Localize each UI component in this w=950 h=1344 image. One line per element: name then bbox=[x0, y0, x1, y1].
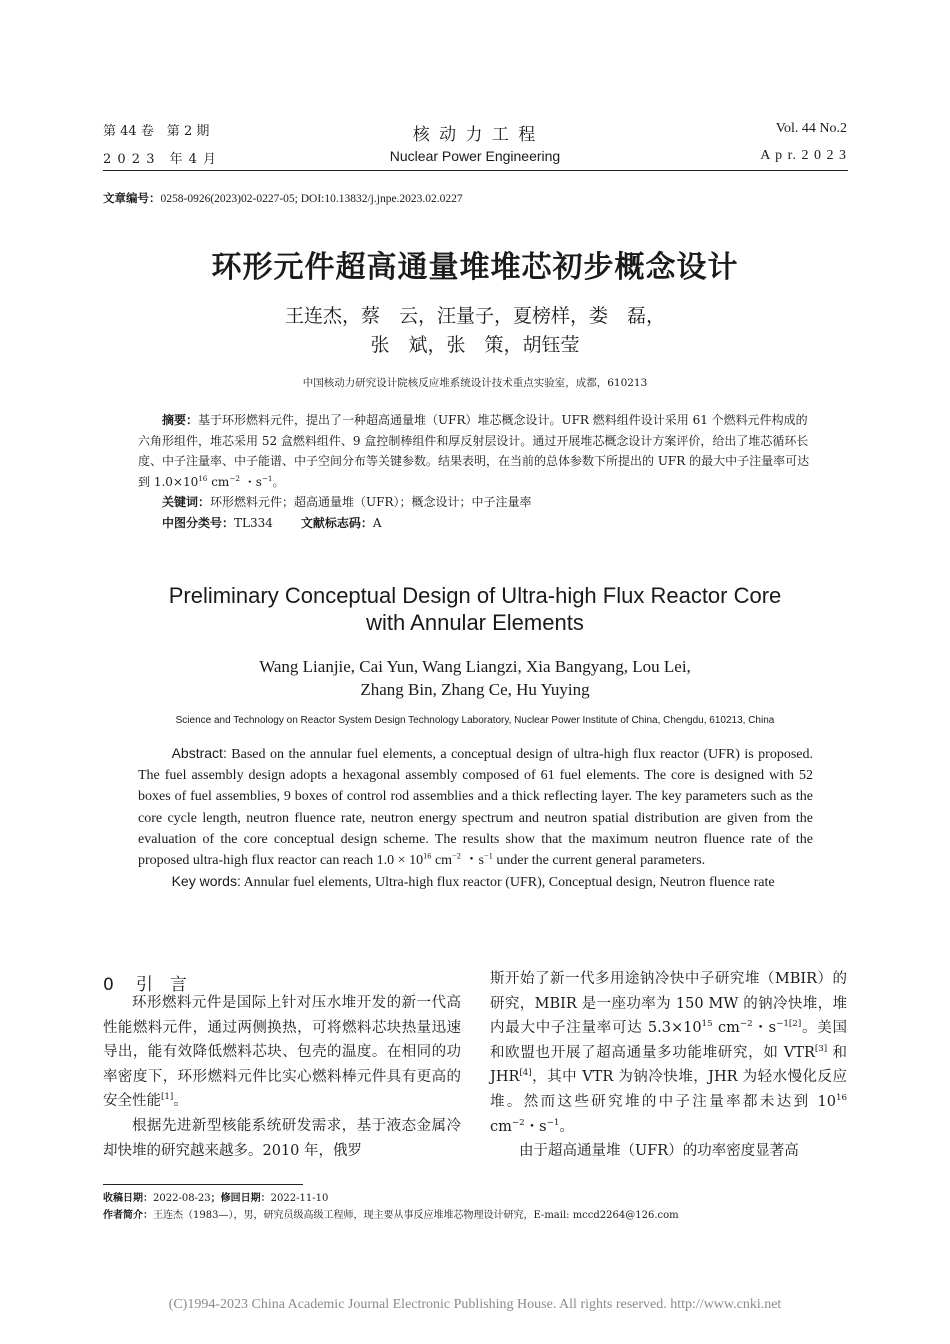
footnote-rule bbox=[103, 1184, 303, 1185]
exponent: −2 bbox=[739, 1019, 753, 1030]
authors-cn-line2: 张 斌，张 策，胡钰莹 bbox=[370, 334, 580, 356]
journal-title-cn: 核 动 力 工 程 bbox=[412, 125, 538, 145]
unit: cm bbox=[712, 1020, 740, 1037]
unit: ・s bbox=[460, 853, 484, 869]
doc-code-label: 文献标志码： bbox=[300, 515, 373, 530]
citation: [3] bbox=[814, 1043, 828, 1054]
authors-en bbox=[0, 655, 950, 701]
exponent: 15 bbox=[701, 1019, 713, 1030]
text-run: 和 JHR bbox=[490, 1044, 847, 1086]
keywords-en: Annular fuel elements, Ultra-high flux reactor (UFR), Conceptual design, Neutron fluence rate bbox=[240, 875, 775, 891]
volume-issue-en: Vol. 44 No.2 bbox=[775, 121, 847, 136]
received-label: 收稿日期： bbox=[103, 1193, 153, 1204]
exponent: −1 bbox=[483, 851, 493, 861]
section-number: 0 bbox=[103, 975, 114, 995]
authors-en-line1: Wang Lianjie, Cai Yun, Wang Liangzi, Xia Bangyang, Lou Lei, bbox=[259, 657, 691, 676]
unit: ・s bbox=[239, 474, 262, 489]
author-bio-label: 作者简介： bbox=[103, 1210, 153, 1221]
keywords-cn: 环形燃料元件；超高通量堆（UFR）；概念设计；中子注量率 bbox=[210, 495, 532, 509]
left-column bbox=[103, 991, 461, 1163]
paper-title-en bbox=[0, 582, 950, 636]
right-column bbox=[490, 967, 847, 1164]
abstract-en-label: Abstract: bbox=[171, 745, 227, 761]
clc-label: 中图分类号： bbox=[162, 515, 235, 530]
intro-paragraph-2: 根据先进新型核能系统研发需求，基于液态金属冷却快堆的研究越来越多。2010 年，俄罗 bbox=[103, 1117, 461, 1159]
exponent: −1 bbox=[261, 473, 273, 483]
article-id-value: 0258-0926(2023)02-0227-05; DOI:10.13832/j.jnpe.2023.02.0227 bbox=[160, 193, 463, 205]
author-bio: 王连杰（1983—），男，研究员级高级工程师，现主要从事反应堆堆芯物理设计研究，E-mail: mccd2264@126.com bbox=[153, 1210, 679, 1221]
text-run: 。美国和欧盟也开展了超高通量多功能堆研究，如 VTR bbox=[490, 1020, 847, 1061]
copyright-notice: (C)1994-2023 China Academic Journal Electronic Publishing House. All rights reserved. http://www.cnki.net bbox=[168, 1297, 782, 1312]
footnote-dates bbox=[103, 1189, 328, 1204]
header-rule bbox=[103, 170, 848, 171]
footnote-author bbox=[103, 1206, 679, 1221]
revised-date: 2022-11-10 bbox=[270, 1193, 329, 1204]
article-id-label: 文章编号： bbox=[103, 191, 161, 205]
exponent: 16 bbox=[198, 473, 208, 483]
text-run: ，其中 VTR 为钠冷快堆，JHR 为轻水慢化反应堆。然而这些研究堆的中子注量率都未达到 10 bbox=[490, 1069, 847, 1110]
exponent: −2 bbox=[511, 1117, 525, 1128]
authors-cn-line1: 王连杰，蔡 云，汪量子，夏榜样，娄 磊， bbox=[284, 305, 665, 327]
abstract-cn-text: 基于环形燃料元件，提出了一种超高通量堆（UFR）堆芯概念设计。UFR 燃料组件设计采用 61 个燃料元件构成的六角形组件，堆芯采用 52 盒燃料组件、9 盒控制棒组件和厚反射层设计。通过开展堆芯概念设计方案评价，给出了堆芯循环长度、中子注量率、中子能谱、中子空间分布等关键参数。结果表明，在当前的总体参数下所提出的 UFR 的最大中子注量率可达到 1.0×10 bbox=[138, 413, 810, 489]
keywords-cn-label: 关键词： bbox=[162, 495, 211, 509]
citation: [1] bbox=[161, 1092, 174, 1103]
paper-title-en-line2: with Annular Elements bbox=[366, 610, 584, 635]
section-title: 引 言 bbox=[135, 975, 187, 995]
punctuation: 。 bbox=[173, 1093, 188, 1110]
punctuation: 。 bbox=[559, 1118, 574, 1135]
exponent: −1 bbox=[776, 1019, 789, 1030]
exponent: 16 bbox=[423, 851, 432, 861]
paper-title-en-line1: Preliminary Conceptual Design of Ultra-high Flux Reactor Core bbox=[168, 583, 782, 608]
citation: [4] bbox=[519, 1068, 532, 1079]
received-date: 2022-08-23 bbox=[153, 1193, 211, 1204]
citation: [2] bbox=[788, 1019, 802, 1030]
unit: cm bbox=[207, 474, 230, 489]
abstract-en bbox=[138, 743, 813, 893]
doc-code: A bbox=[372, 515, 382, 530]
keywords-en-label: Key words: bbox=[171, 873, 241, 890]
exponent: −2 bbox=[452, 851, 461, 861]
exponent: 16 bbox=[835, 1093, 847, 1104]
exponent: −1 bbox=[546, 1117, 560, 1128]
intro-paragraph-1: 环形燃料元件是国际上针对压水堆开发的新一代高性能燃料元件，通过两侧换热，可将燃料芯块热量迅速导出，能有效降低燃料芯块、包壳的温度。在相同的功率密度下，环形燃料元件比实心燃料棒元件具有更高的安全性能 bbox=[103, 995, 461, 1110]
article-id bbox=[103, 190, 463, 206]
journal-title-en: Nuclear Power Engineering bbox=[389, 148, 561, 164]
affiliation-en: Science and Technology on Reactor System Design Technology Laboratory, Nuclear Power Institute of China, Chengdu, 610213, China bbox=[175, 715, 775, 726]
affiliation-cn: 中国核动力研究设计院核反应堆系统设计技术重点实验室，成都，610213 bbox=[302, 377, 648, 389]
unit: cm bbox=[490, 1118, 512, 1135]
punctuation: 。 bbox=[272, 474, 285, 489]
date-en: A p r. 2 0 2 3 bbox=[760, 148, 847, 163]
abstract-cn bbox=[138, 410, 812, 533]
unit: ・s bbox=[524, 1118, 547, 1135]
unit: ・s bbox=[752, 1020, 777, 1037]
intro-paragraph-3: 由于超高通量堆（UFR）的功率密度显著高 bbox=[519, 1143, 799, 1160]
paper-title-cn: 环形元件超高通量堆堆芯初步概念设计 bbox=[211, 250, 739, 285]
revised-label: ；修回日期： bbox=[210, 1193, 271, 1204]
abstract-en-text: Based on the annular fuel elements, a conceptual design of ultra-high flux reactor (UFR) is proposed. The fuel assembly design adopts a hexagonal assembly composed of 61 fuel elements. The core is designed with 52 boxes of fuel assemblies, 9 boxes of control rod assemblies and a thick reflecting layer. The key parameters such as the core cycle length, neutron fluence rate, neutron energy spectrum and neutron spatial distribution are given from the evaluation of the core conceptual design scheme. The results show that the maximum neutron fluence rate of the proposed ultra-high flux reactor can reach 1.0 × 10 bbox=[138, 747, 813, 869]
abstract-en-end: under the current general parameters. bbox=[492, 853, 706, 869]
abstract-cn-label: 摘要： bbox=[162, 413, 199, 427]
authors-en-line2: Zhang Bin, Zhang Ce, Hu Yuying bbox=[360, 680, 590, 699]
exponent: −2 bbox=[229, 473, 240, 483]
intro-paragraph-2-cont: 斯开始了新一代多用途钠冷快中子研究堆（MBIR）的研究，MBIR 是一座功率为 150 MW 的钠冷快堆，堆内最大中子注量率可达 5.3×10 bbox=[490, 971, 847, 1037]
volume-issue-cn: 第 44 卷 第 2 期 bbox=[103, 124, 210, 139]
unit: cm bbox=[431, 853, 453, 869]
date-cn: 2 0 2 3 年 4 月 bbox=[103, 152, 218, 167]
clc-number: TL334 bbox=[234, 515, 273, 530]
